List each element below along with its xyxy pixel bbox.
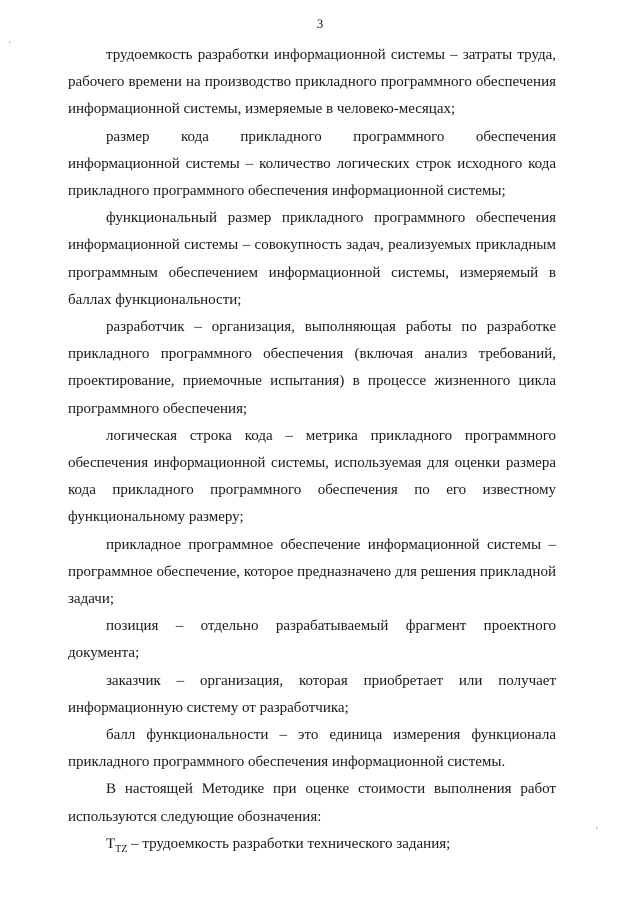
scan-mark: · <box>8 38 12 49</box>
definition-code-size: размер кода прикладного программного обеспечения информационной системы – количество логических строк исходного кода прикладного программного обеспечения информационной системы; <box>68 128 556 200</box>
definition-labor-intensity: трудоемкость разработки информационной системы – затраты труда, рабочего времени на производство прикладного программного обеспечения информационной системы, измеряемые в человеко-месяцах; <box>68 47 556 118</box>
definition-application-software: прикладное программное обеспечение информационной системы – программное обеспечение, которое предназначено для решения прикладной задачи; <box>68 536 556 608</box>
definition-customer: заказчик – организация, которая приобретает или получает информационную систему от разработчика; <box>68 672 556 716</box>
page-number: 3 <box>316 16 324 31</box>
definition-functional-size: функциональный размер прикладного программного обеспечения информационной системы – совокупность задач, реализуемых прикладным программным обеспечением информационной системы, измеряемый в баллах функциональности; <box>68 210 556 308</box>
notation-intro: В настоящей Методике при оценке стоимости выполнения работ используются следующие обозначения: <box>68 781 556 825</box>
notation-symbol: T <box>106 835 116 852</box>
notation-ttz <box>68 831 556 863</box>
definition-function-point: балл функциональности – это единица измерения функционала прикладного программного обеспечения информационной системы. <box>68 727 556 771</box>
notation-text: – трудоемкость разработки технического задания; <box>127 835 451 852</box>
notation-subscript: TZ <box>115 843 128 855</box>
document-body <box>68 42 556 863</box>
definition-developer: разработчик – организация, выполняющая работы по разработке прикладного программного обеспечения (включая анализ требований, проектирование, приемочные испытания) в процессе жизненного цикла программного обеспечения; <box>68 319 556 417</box>
definition-position: позиция – отдельно разрабатываемый фрагмент проектного документа; <box>68 618 556 662</box>
definition-logical-code-line: логическая строка кода – метрика прикладного программного обеспечения информационной системы, используемая для оценки размера кода прикладного программного обеспечения по его известному функциональному размеру; <box>68 427 556 526</box>
scan-mark: ' <box>596 826 598 837</box>
